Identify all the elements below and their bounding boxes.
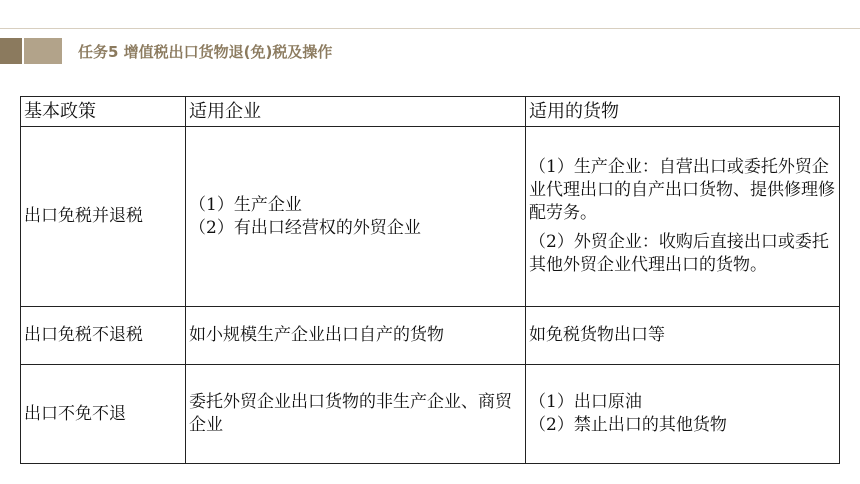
goods-item: （2）外贸企业：收购后直接出口或委托其他外贸企业代理出口的货物。 (529, 232, 829, 275)
goods-item: （1）出口原油 (529, 392, 642, 412)
header-accent-bar (0, 38, 22, 64)
table-row (21, 127, 840, 307)
policy-cell: 出口免税不退税 (21, 307, 186, 365)
enterprises-cell (186, 365, 526, 464)
enterprise-item: 如小规模生产企业出口自产的货物 (189, 325, 444, 345)
policy-cell: 出口不免不退 (21, 365, 186, 464)
goods-item: 如免税货物出口等 (529, 325, 665, 345)
enterprise-item: （2）有出口经营权的外贸企业 (189, 217, 421, 238)
top-divider-line (0, 28, 860, 29)
table-header-row (21, 97, 840, 127)
slide-title: 任务5 增值税出口货物退(免)税及操作 (78, 43, 333, 61)
goods-cell (526, 127, 840, 307)
policy-cell: 出口免税并退税 (21, 127, 186, 307)
header-cell-policy: 基本政策 (21, 97, 186, 127)
goods-item: （1）生产企业：自营出口或委托外贸企业代理出口的自产出口货物、提供修理修配劳务。 (529, 157, 835, 223)
goods-cell (526, 365, 840, 464)
header-accent-block (24, 38, 62, 64)
policy-table (20, 96, 840, 464)
header-cell-enterprises: 适用企业 (186, 97, 526, 127)
goods-cell (526, 307, 840, 365)
enterprises-cell (186, 127, 526, 307)
table-row (21, 365, 840, 464)
header-cell-goods: 适用的货物 (526, 97, 840, 127)
goods-item: （2）禁止出口的其他货物 (529, 415, 727, 435)
enterprises-cell (186, 307, 526, 365)
enterprise-item: 委托外贸企业出口货物的非生产企业、商贸企业 (189, 392, 512, 435)
table-row (21, 307, 840, 365)
enterprise-item: （1）生产企业 (189, 194, 302, 215)
